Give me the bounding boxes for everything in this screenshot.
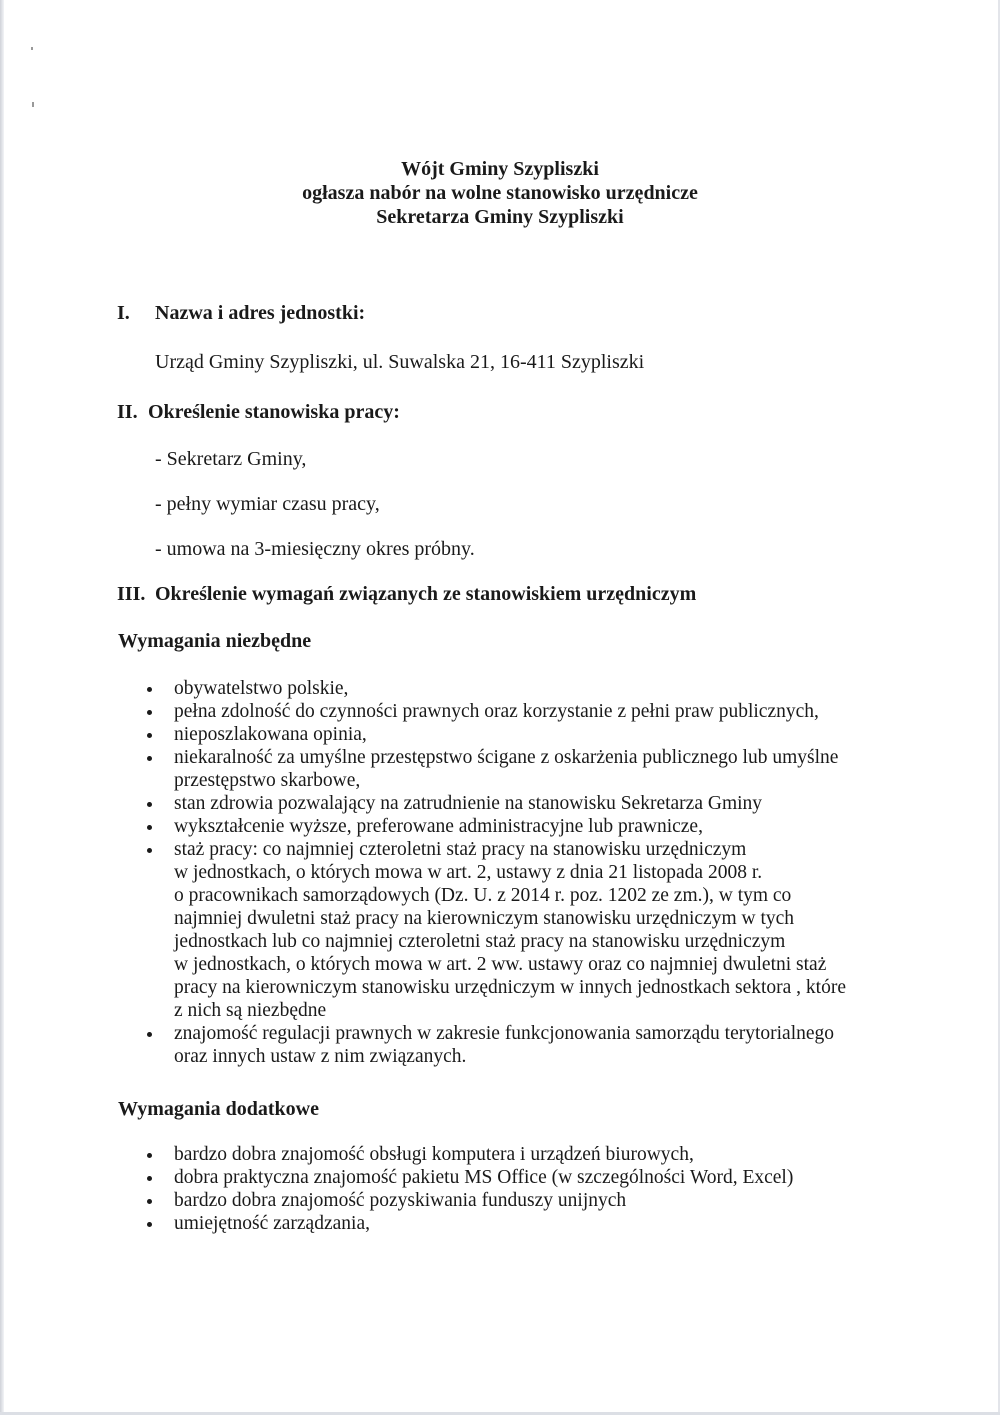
required-item: znajomość regulacji prawnych w zakresie funkcjonowania samorządu terytorialnego oraz innych ustaw z nim związanych.: [174, 1023, 835, 1067]
section-3-number: III.: [117, 583, 146, 605]
position-item-3: - umowa na 3-miesięczny okres próbny.: [155, 538, 475, 560]
scan-speck: [32, 102, 34, 107]
additional-item: bardzo dobra znajomość pozyskiwania funduszy unijnych: [174, 1190, 627, 1211]
title-line-1: Wójt Gminy Szypliszki: [401, 158, 599, 180]
section-2-heading: Określenie stanowiska pracy:: [148, 401, 400, 423]
section-3-heading: Określenie wymagań związanych ze stanowiskiem urzędniczym: [155, 583, 697, 605]
additional-heading: Wymagania dodatkowe: [118, 1098, 319, 1120]
required-item: pełna zdolność do czynności prawnych oraz korzystanie z pełni praw publicznych,: [174, 701, 819, 722]
required-heading: Wymagania niezbędne: [118, 630, 312, 652]
position-item-1: - Sekretarz Gminy,: [155, 448, 307, 470]
section-2-number: II.: [117, 401, 138, 423]
title-line-3: Sekretarza Gminy Szypliszki: [376, 206, 624, 228]
scan-speck: [31, 47, 33, 50]
section-1-number: I.: [117, 302, 130, 324]
required-item: obywatelstwo polskie,: [174, 678, 349, 699]
required-item: niekaralność za umyślne przestępstwo ścigane z oskarżenia publicznego lub umyślne przestępstwo skarbowe,: [174, 747, 839, 791]
additional-item: dobra praktyczna znajomość pakietu MS Office (w szczególności Word, Excel): [174, 1167, 794, 1188]
additional-item: umiejętność zarządzania,: [174, 1213, 370, 1234]
required-item: wykształcenie wyższe, preferowane administracyjne lub prawnicze,: [174, 816, 703, 837]
title-line-2: ogłasza nabór na wolne stanowisko urzędnicze: [302, 182, 698, 204]
required-item: stan zdrowia pozwalający na zatrudnienie na stanowisku Sekretarza Gminy: [174, 793, 763, 814]
section-1-heading: Nazwa i adres jednostki:: [155, 302, 366, 324]
required-item: nieposzlakowana opinia,: [174, 724, 367, 745]
position-item-2: - pełny wymiar czasu pracy,: [155, 493, 380, 515]
required-list: [146, 677, 846, 1068]
document-title: [0, 157, 1000, 229]
additional-item: bardzo dobra znajomość obsługi komputera i urządzeń biurowych,: [174, 1144, 694, 1165]
required-item: staż pracy: co najmniej czteroletni staż pracy na stanowisku urzędniczym w jednostkach, o których mowa w art. 2, ustawy z dnia 21 listopada 2008 r. o pracownikach samorządowych (Dz. U. z 2014 r. poz. 1202 ze zm.), w tym co najmniej dwuletni staż pracy na kierowniczym stanowisku urzędniczym w tych jednostkach lub co najmniej czteroletni staż pracy na stanowisku urzędniczym w jednostkach, o których mowa w art. 2 ww. ustawy oraz co najmniej dwuletni staż pracy na kierowniczym stanowisku urzędniczym w innych jednostkach sektora , które z nich są niezbędne: [174, 839, 846, 1021]
additional-list: [146, 1143, 793, 1235]
unit-address: Urząd Gminy Szypliszki, ul. Suwalska 21, 16-411 Szypliszki: [155, 351, 645, 373]
